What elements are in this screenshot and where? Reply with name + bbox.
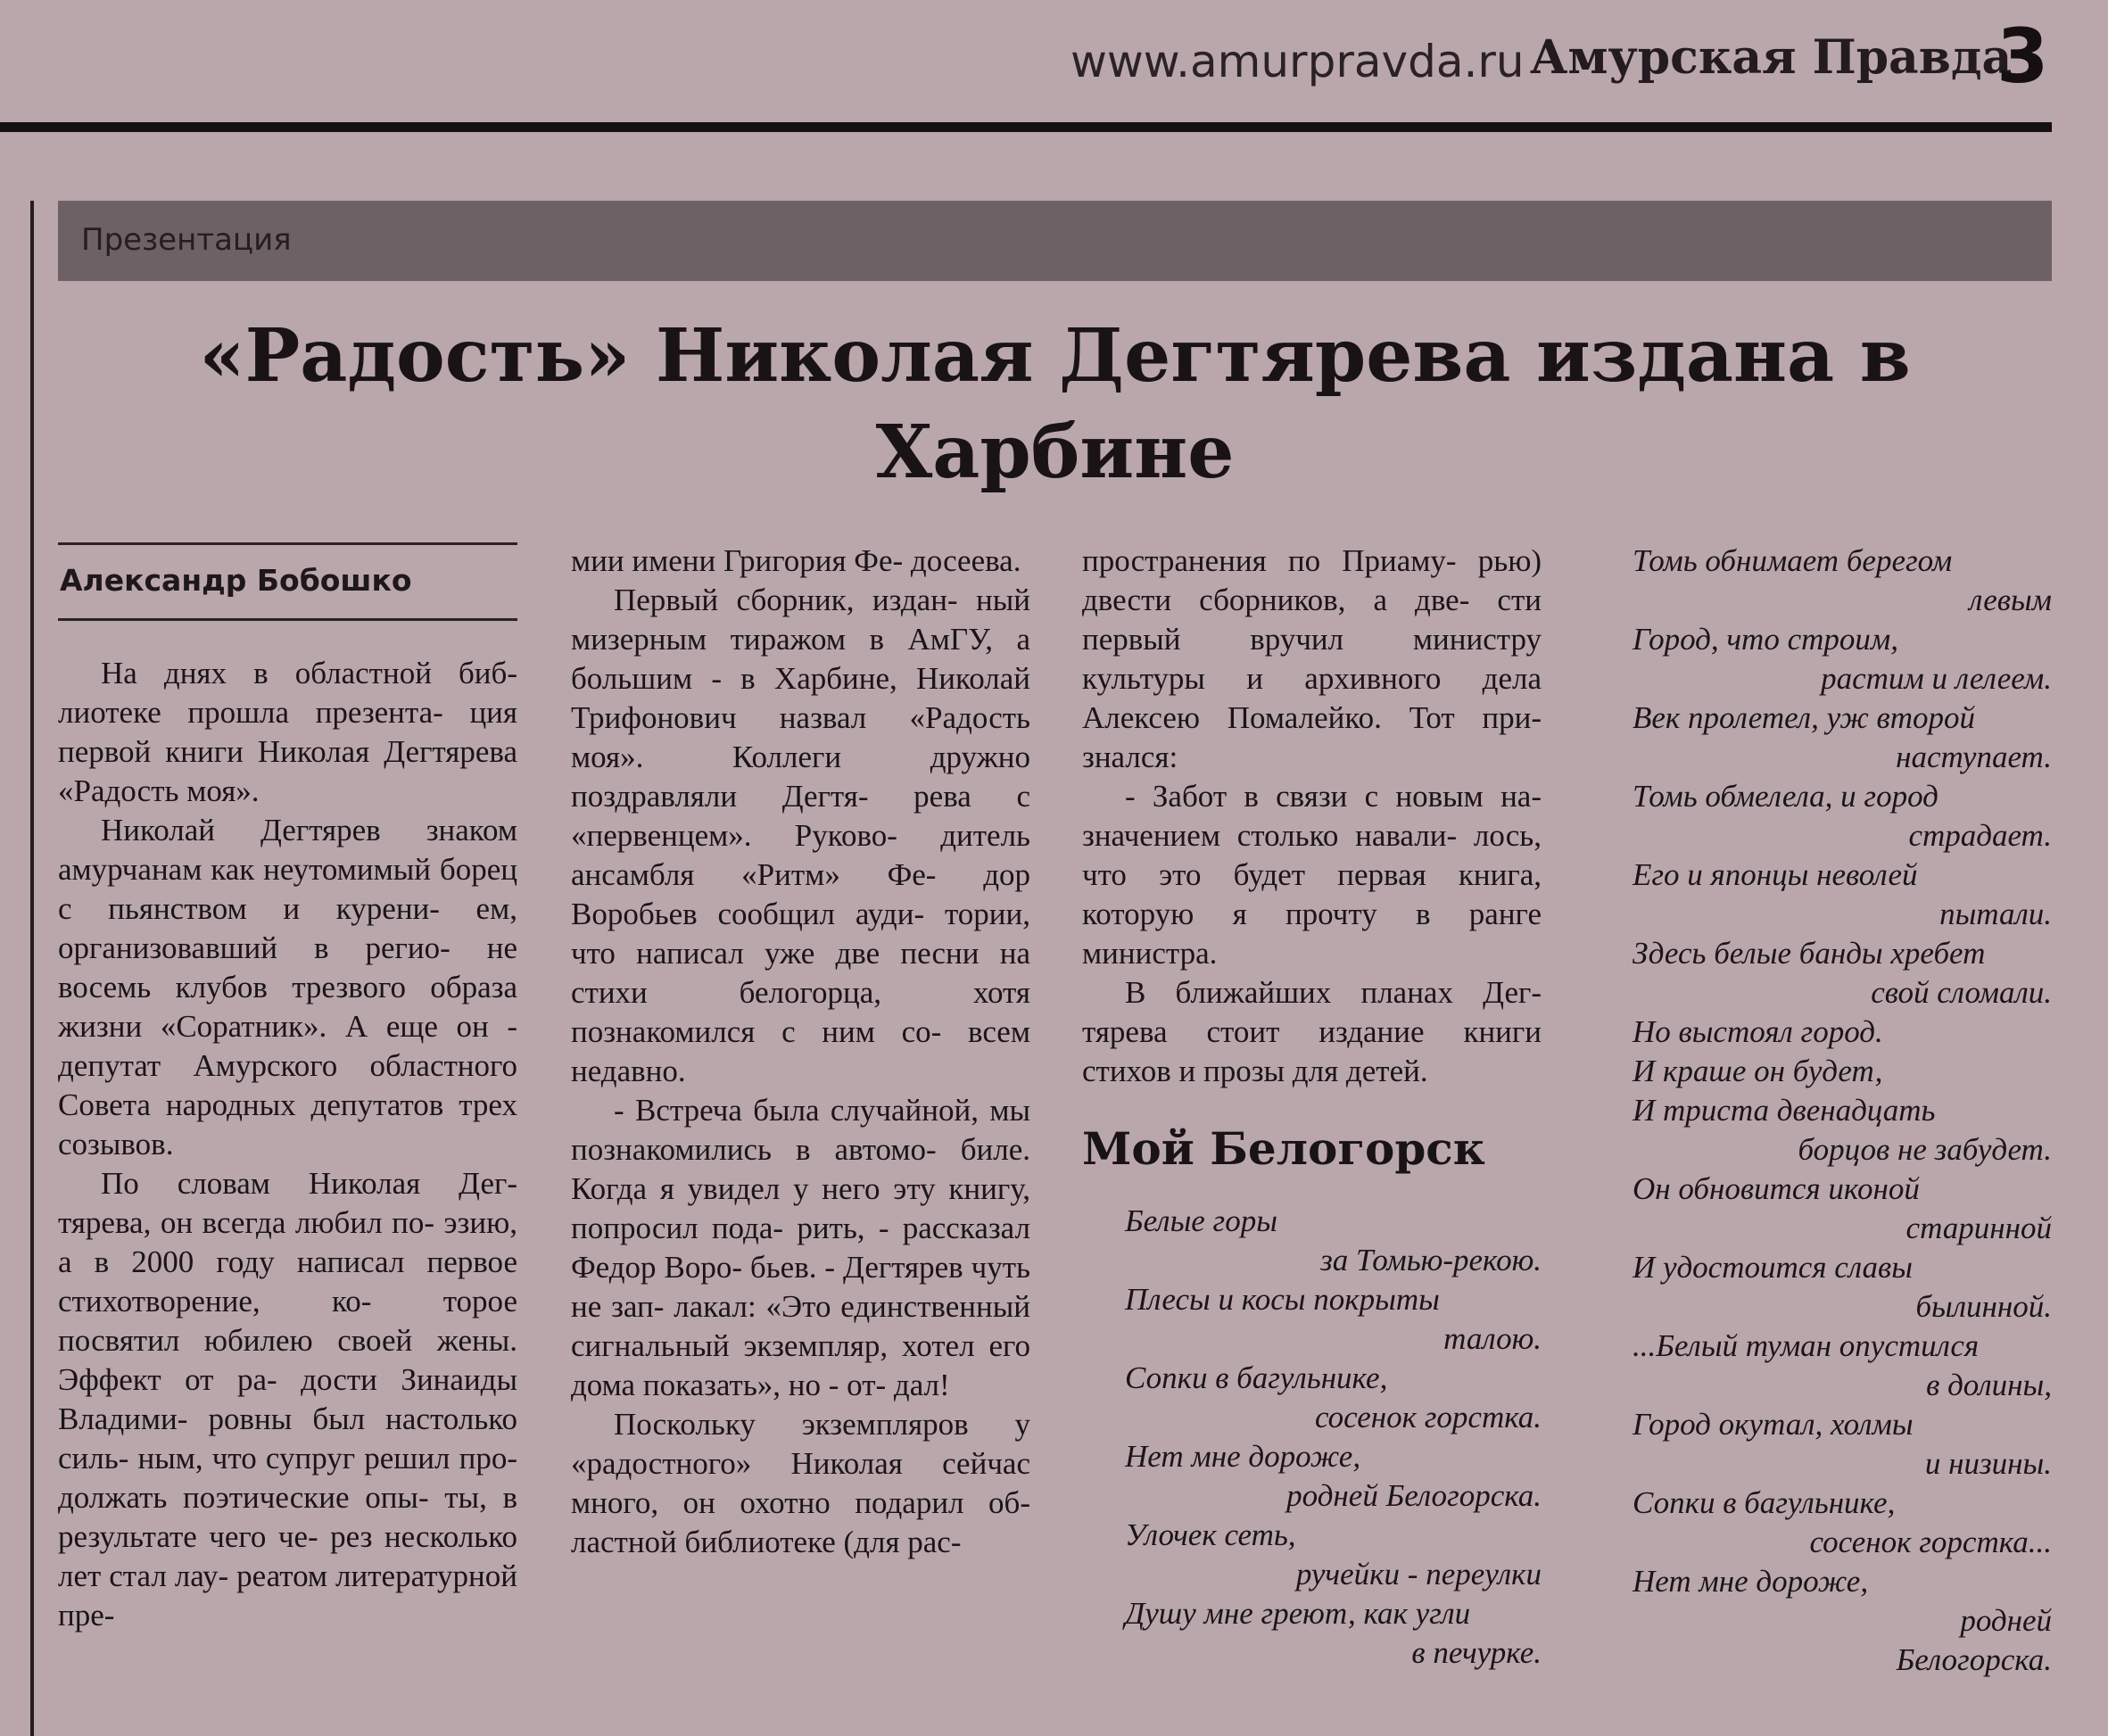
paragraph: Поскольку экземпляров у «радостного» Николая сейчас много, он охотно подарил об- ластной библиотеке (для рас- [571,1407,1030,1559]
paragraph: На днях в областной биб- лиотеке прошла презента- ция первой книги Николая Дегтярева «Радость моя». [58,656,517,808]
poem-line: пытали. [1939,897,2052,931]
poem-line: наступает. [1896,740,2052,774]
poem-line: Улочек сеть, [1125,1517,1296,1552]
poem-line: Век пролетел, уж второй [1633,700,1976,735]
poem-line: и низины. [1924,1446,2052,1481]
rubric-label: Презентация [81,222,292,258]
poem-line: Нет мне дороже, [1125,1439,1361,1474]
masthead-rule [0,122,2052,132]
poem-part-1 [1082,1202,1542,1673]
left-border-rule [30,201,34,1736]
poem-line: сосенок горстка. [1315,1400,1542,1434]
article-column-1 [58,654,517,1635]
article-column-3 [1082,541,1542,1091]
byline-box [58,542,517,621]
site-url[interactable]: www.amurpravda.ru [1071,36,1525,87]
poem-line: растим и лелеем. [1821,661,2052,696]
poem-part-2 [1633,541,2052,1680]
poem-line: Он обновится иконой [1633,1171,1920,1206]
poem-line: ручейки - переулки [1295,1557,1542,1591]
poem-line: Белогорска. [1896,1642,2052,1677]
poem-line: И краше он будет, [1633,1054,1883,1088]
poem-line: Плесы и косы покрыты [1125,1282,1440,1317]
poem-line: родней [1960,1603,2052,1638]
poem-line: И триста двенадцать [1633,1093,1936,1128]
newspaper-name: Амурская Правда [1530,30,2013,85]
article-column-2 [571,541,1030,1562]
poem-line: левым [1969,583,2052,617]
poem-line: родней Белогорска. [1286,1478,1542,1513]
byline-author: Александр Бобошко [60,563,412,598]
poem-line: Но выстоял город. [1633,1014,1883,1049]
poem-line: ...Белый туман опустился [1633,1328,1980,1363]
poem-line: талою. [1443,1321,1542,1356]
poem-line: Душу мне греют, как угли [1125,1596,1471,1631]
poem-line: старинной [1905,1211,2052,1245]
poem-line: свой сломали. [1871,975,2052,1010]
paragraph: мии имени Григория Фе- досеева. [571,543,1021,578]
paragraph: По словам Николая Дег- тярева, он всегда любил по- эзию, а в 2000 году написал первое стихотворение, ко- торое посвятил юбилею своей жены. Эффект от ра- дости Зинаиды Владими- ровны был настолько силь- ным, что супруг решил про- должать поэтические опы- ты, в результате чего че- рез несколько лет стал лау- реатом литературной пре- [58,1166,517,1633]
page-number: 3 [1996,12,2049,100]
rubric-bar [58,201,2052,281]
poem-line: Сопки в багульнике, [1125,1360,1388,1395]
paragraph: Николай Дегтярев знаком амурчанам как неутомимый борец с пьянством и курени- ем, организовавший в регио- не восемь клубов трезвого образа жизни «Соратник». А еще он - депутат Амурского областного Совета народных депутатов трех созывов. [58,813,517,1161]
paragraph: - Забот в связи с новым на- значением столько навали- лось, что это будет первая книга, которую я прочту в ранге министра. [1082,779,1542,971]
poem-line: Здесь белые банды хребет [1633,936,1986,971]
poem-line: в долины, [1926,1368,2052,1402]
poem-line: Нет мне дороже, [1633,1564,1869,1599]
poem-line: сосенок горстка... [1809,1525,2052,1559]
poem-line: страдает. [1908,818,2052,853]
poem-line: Томь обмелела, и город [1633,779,1939,814]
poem-line: борцов не забудет. [1798,1132,2052,1167]
poem-line: за Томью-рекою. [1320,1243,1542,1277]
poem-title: Мой Белогорск [1082,1122,1485,1175]
masthead [0,0,2108,134]
poem-line: Томь обнимает берегом [1633,543,1953,578]
paragraph: пространения по Приаму- рью) двести сборников, а две- сти первый вручил министру культуры и архивного дела Алексею Помалейко. Тот при- знался: [1082,543,1542,774]
article-headline: «Радость» Николая Дегтярева издана в Харбине [199,313,1911,495]
poem-line: Его и японцы неволей [1633,857,1918,892]
poem-line: Сопки в багульнике, [1633,1485,1896,1520]
paragraph: Первый сборник, издан- ный мизерным тиражом в АмГУ, а большим - в Харбине, Николай Трифонович назвал «Радость моя». Коллеги дружно поздравляли Дегтя- рева с «первенцем». Руково- дитель ансамбля «Ритм» Фе- дор Воробьев сообщил ауди- тории, что написал уже две песни на стихи белогорца, хотя познакомился с ним со- всем недавно. [571,583,1030,1088]
poem-line: Город окутал, холмы [1633,1407,1914,1442]
poem-line: Город, что строим, [1633,622,1898,657]
poem-line: былинной. [1915,1289,2052,1324]
poem-line: Белые горы [1125,1203,1277,1238]
poem-line: И удостоится славы [1633,1250,1913,1285]
poem-line: в печурке. [1411,1635,1542,1670]
paragraph: - Встреча была случайной, мы познакомились в автомо- биле. Когда я увидел у него эту книгу, попросил пода- рить, - рассказал Федор Воро- бьев. - Дегтярев чуть не зап- лакал: «Это единственный сигнальный экземпляр, хотел его дома показать», но - от- дал! [571,1093,1030,1402]
paragraph: В ближайших планах Дег- тярева стоит издание книги стихов и прозы для детей. [1082,975,1542,1088]
